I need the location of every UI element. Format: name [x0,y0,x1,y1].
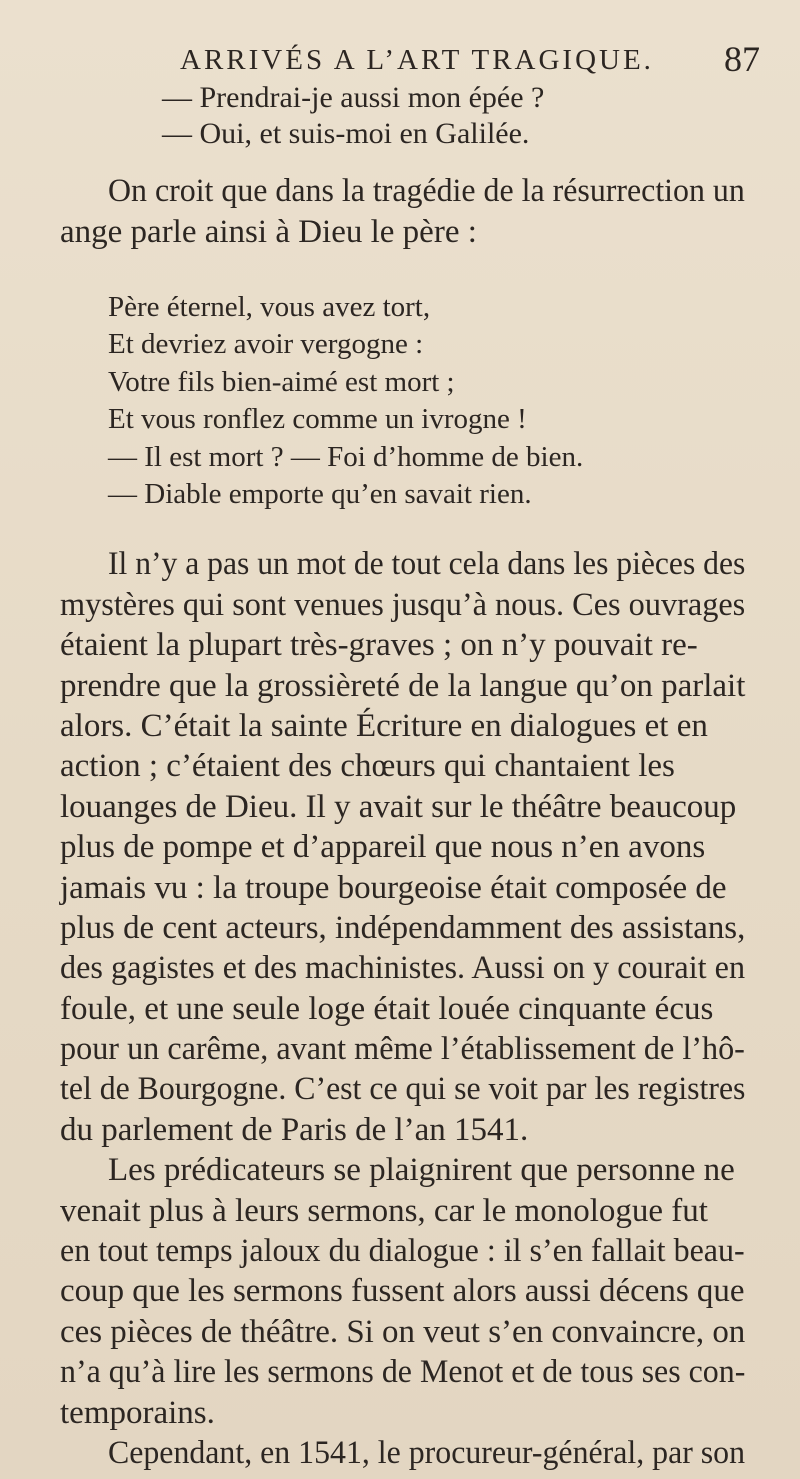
paragraph-line: foule, et une seule loge était louée cinquante écus [60,990,714,1027]
paragraph-line: coup que les sermons fussent alors aussi décens que [60,1273,745,1310]
paragraph-line: action ; c’étaient des chœurs qui chantaient les [60,748,675,785]
paragraph-line: venait plus à leurs sermons, car le monologue fut [60,1192,708,1229]
paragraph-line: Il n’y a pas un mot de tout cela dans les pièces des [108,546,746,583]
paragraph-line: ces pièces de théâtre. Si on veut s’en convaincre, on [60,1313,746,1350]
paragraph-line: tel de Bourgogne. C’est ce qui se voit par les registres [60,1071,746,1108]
paragraph-line: alors. C’était la sainte Écriture en dialogues et en [60,707,708,744]
paragraph-line: louanges de Dieu. Il y avait sur le théâtre beaucoup [60,788,737,825]
paragraph-line: prendre que la grossièreté de la langue qu’on parlait [60,667,746,704]
verse-line: — Diable emporte qu’en savait rien. [108,478,532,510]
paragraph-line: temporains. [60,1394,215,1431]
paragraph-line: Cependant, en 1541, le procureur-général, par son [108,1435,746,1471]
verse-line: Et vous ronflez comme un ivrogne ! [108,403,527,435]
verse-line: Votre fils bien-aimé est mort ; [108,365,455,398]
paragraph-line: du parlement de Paris de l’an 1541. [60,1111,529,1148]
paragraph-line: On croit que dans la tragédie de la résurrection un [108,173,745,210]
paragraph-line: plus de cent acteurs, indépendamment des assistans, [60,909,746,946]
dialogue-line: — Oui, et suis-moi en Galilée. [162,117,530,151]
verse-line: — Il est mort ? — Foi d’homme de bien. [108,440,584,473]
paragraph-line: Les prédicateurs se plaignirent que personne ne [108,1152,735,1189]
paragraph-line: jamais vu : la troupe bourgeoise était composée de [60,869,727,906]
paragraph-line: pour un carême, avant même l’établissement de l’hô- [60,1031,745,1067]
paragraph-line: en tout temps jaloux du dialogue : il s’en fallait beau- [60,1233,745,1269]
paragraph-line: ange parle ainsi à Dieu le père : [60,213,477,250]
running-head: ARRIVÉS A L’ART TRAGIQUE. [180,44,654,76]
paragraph-line: mystères qui sont venues jusqu’à nous. Ces ouvrages [60,586,746,623]
verse-line: Père éternel, vous avez tort, [108,290,431,323]
paragraph-line: plus de pompe et d’appareil que nous n’en avons [60,829,706,866]
verse-line: Et devriez avoir vergogne : [108,328,424,360]
page-number: 87 [724,39,760,79]
paragraph-line: n’a qu’à lire les sermons de Menot et de tous ses con- [60,1354,746,1391]
paragraph-line: étaient la plupart très-graves ; on n’y pouvait re- [60,627,698,664]
dialogue-line: — Prendrai-je aussi mon épée ? [162,80,545,114]
paragraph-line: des gagistes et des machinistes. Aussi on y courait en [60,950,746,987]
